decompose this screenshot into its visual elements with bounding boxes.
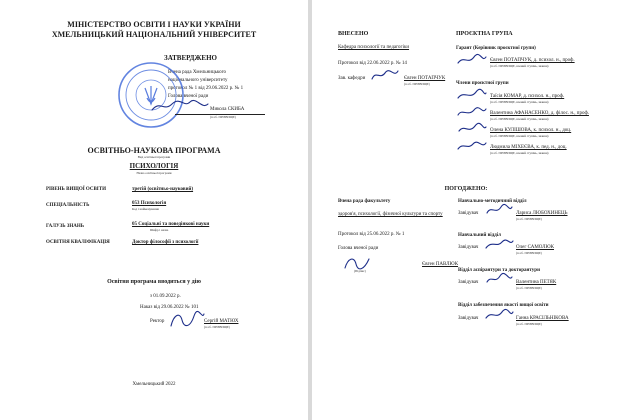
member-1: Таїсія КОМАР, д. психол. н., проф. — [490, 94, 565, 99]
rector-caption: (п.і.б. ПРІЗВИЩЕ) — [204, 325, 230, 329]
approval-line-1: Вчена рада Хмельницького — [168, 70, 227, 75]
agreed-heading: ПОГОДЖЕНО: — [444, 186, 488, 192]
dept-4-title: Відділ забезпечення якості вищої освіти — [458, 303, 549, 308]
members-label: Члени проєктної групи — [456, 81, 509, 86]
row-label-field: ГАЛУЗЬ ЗНАНЬ — [46, 224, 85, 229]
council-head-name: Євген ПАВЛЮК — [422, 262, 459, 267]
dept-1-title: Навчально-методичний відділ — [458, 199, 527, 204]
council-protocol: Протокол від 25.06.2022 р. № 1 — [338, 232, 405, 237]
council-caption: (Підпис) — [354, 269, 366, 273]
university-seal-icon — [116, 60, 186, 130]
council-head-label: Голова вченої ради — [338, 246, 379, 251]
dept-2-signature-icon — [484, 237, 514, 251]
guarantor-name: Євген ПОТАПЧУК, д. психол. н., проф. — [490, 58, 575, 63]
head-signature-caption: (п.і.б. ПРІЗВИЩЕ) — [210, 115, 236, 119]
member-2-signature-icon — [456, 105, 488, 119]
row-caption-specialty: Код і найменування — [132, 207, 159, 211]
member-2-caption: (п.і.б. ПРІЗВИЩЕ, вчений ступінь, звання) — [490, 117, 549, 121]
member-4-signature-icon — [456, 139, 488, 153]
dept-1-role: Завідувач — [458, 211, 479, 216]
intro-date: з 01.09.2022 р. — [150, 294, 181, 299]
member-3-signature-icon — [456, 122, 488, 136]
ministry-heading: МІНІСТЕРСТВО ОСВІТИ І НАУКИ УКРАЇНИ — [67, 20, 241, 29]
row-value-field: 05 Соціальні та поведінкові науки — [132, 222, 210, 227]
dept-3-role: Завідувач — [458, 280, 479, 285]
dept-4-signature-icon — [484, 308, 514, 322]
program-type-caption: Вид освітньої програми — [137, 155, 171, 159]
city-year: Хмельницький 2022 — [132, 382, 176, 387]
member-1-signature-icon — [456, 88, 488, 102]
department-line: Кафедра психології та педагогіки — [338, 45, 410, 50]
dept-4-name: Ганна КРАСІЛЬНІКОВА — [516, 316, 569, 321]
member-4-caption: (п.і.б. ПРІЗВИЩЕ, вчений ступінь, звання) — [490, 151, 549, 155]
guarantor-label: Гарант (Керівник проєктної групи) — [456, 46, 536, 51]
department-head-label: Зав. кафедри — [338, 76, 366, 81]
row-caption-field: Шифр і назва — [150, 228, 169, 232]
rector-signature-icon — [168, 310, 206, 330]
university-heading: ХМЕЛЬНИЦЬКИЙ НАЦІОНАЛЬНИЙ УНІВЕРСИТЕТ — [51, 30, 257, 39]
guarantor-signature-icon — [456, 53, 488, 67]
row-value-specialty: 053 Психологія — [132, 201, 167, 206]
approved-heading: ЗАТВЕРДЖЕНО — [164, 54, 217, 62]
dept-2-caption: (п.і.б. ПРІЗВИЩЕ) — [516, 251, 542, 255]
approval-line-2: національного університету — [168, 78, 228, 83]
dept-2-role: Завідувач — [458, 245, 479, 250]
department-head-name: Євген ПОТАПЧУК — [404, 76, 446, 81]
member-2: Валентина АФАНАСЕНКО, д. філос. н., проф. — [490, 111, 589, 116]
row-label-specialty: СПЕЦІАЛЬНІСТЬ — [46, 203, 90, 208]
dept-2-name: Олег САМОЛЮК — [516, 245, 554, 250]
intro-text: Освітня програма вводиться у дію — [107, 279, 201, 285]
dept-3-name: Валентина ПЕТЯК — [516, 280, 557, 285]
member-1-caption: (п.і.б. ПРІЗВИЩЕ, вчений ступінь, звання) — [490, 100, 549, 104]
document-page-right — [312, 0, 620, 420]
member-3-caption: (п.і.б. ПРІЗВИЩЕ, вчений ступінь, звання) — [490, 134, 549, 138]
program-name: ПСИХОЛОГІЯ — [129, 162, 179, 170]
head-name: Микола СКИБА — [210, 107, 245, 112]
council-name: здоров'я, психології, фізичної культури та спорту — [338, 212, 443, 217]
guarantor-caption: (п.і.б. ПРІЗВИЩЕ, вчений ступінь, звання) — [490, 64, 549, 68]
member-3: Олена КУЛІШОВА, к. психол. н., доц. — [490, 128, 572, 133]
row-value-level: третій (освітньо-науковий) — [132, 187, 194, 192]
dept-1-name: Лариса ЛЮБОХИНЕЦЬ — [516, 211, 568, 216]
department-head-caption: (п.і.б. ПРІЗВИЩЕ) — [404, 82, 430, 86]
council-label: Вчена рада факультету — [338, 199, 391, 204]
approval-line-4: Голова вченої ради — [168, 94, 209, 99]
department-head-signature-icon — [370, 68, 400, 82]
row-value-qualification: Доктор філософії з психології — [132, 240, 199, 245]
dept-3-caption: (п.і.б. ПРІЗВИЩЕ) — [516, 286, 542, 290]
dept-1-caption: (п.і.б. ПРІЗВИЩЕ) — [516, 217, 542, 221]
approval-line-3: протокол № 1 від 29.06.2022 р. № 1 — [168, 86, 244, 91]
dept-1-signature-icon — [484, 203, 514, 217]
row-label-level: РІВЕНЬ ВИЩОЇ ОСВІТИ — [46, 187, 106, 192]
project-group-heading: ПРОЄКТНА ГРУПА — [456, 31, 513, 37]
document-page-left — [0, 0, 308, 420]
department-protocol: Протокол від 22.06.2022 р. № 14 — [338, 61, 407, 66]
order-line: Наказ від 29.06.2022 № 101 — [140, 305, 199, 310]
program-name-caption: Назва освітньої програми — [136, 171, 172, 175]
program-title: ОСВІТНЬО-НАУКОВА ПРОГРАМА — [87, 146, 221, 155]
approval-signature-icon — [150, 98, 210, 114]
introduced-heading: ВНЕСЕНО — [338, 31, 369, 37]
dept-2-title: Навчальний відділ — [458, 233, 501, 238]
rector-label: Ректор — [150, 319, 165, 324]
rector-name: Сергій МАТЮХ — [204, 319, 239, 324]
dept-3-title: Відділ аспірантури та докторантури — [458, 268, 540, 273]
dept-4-caption: (п.і.б. ПРІЗВИЩЕ) — [516, 322, 542, 326]
row-label-qualification: ОСВІТНЯ КВАЛІФІКАЦІЯ — [46, 240, 110, 245]
member-4: Людмила МІХЕЄВА, к. пед. н., доц. — [490, 145, 567, 150]
dept-4-role: Завідувач — [458, 316, 479, 321]
dept-3-signature-icon — [484, 272, 514, 286]
